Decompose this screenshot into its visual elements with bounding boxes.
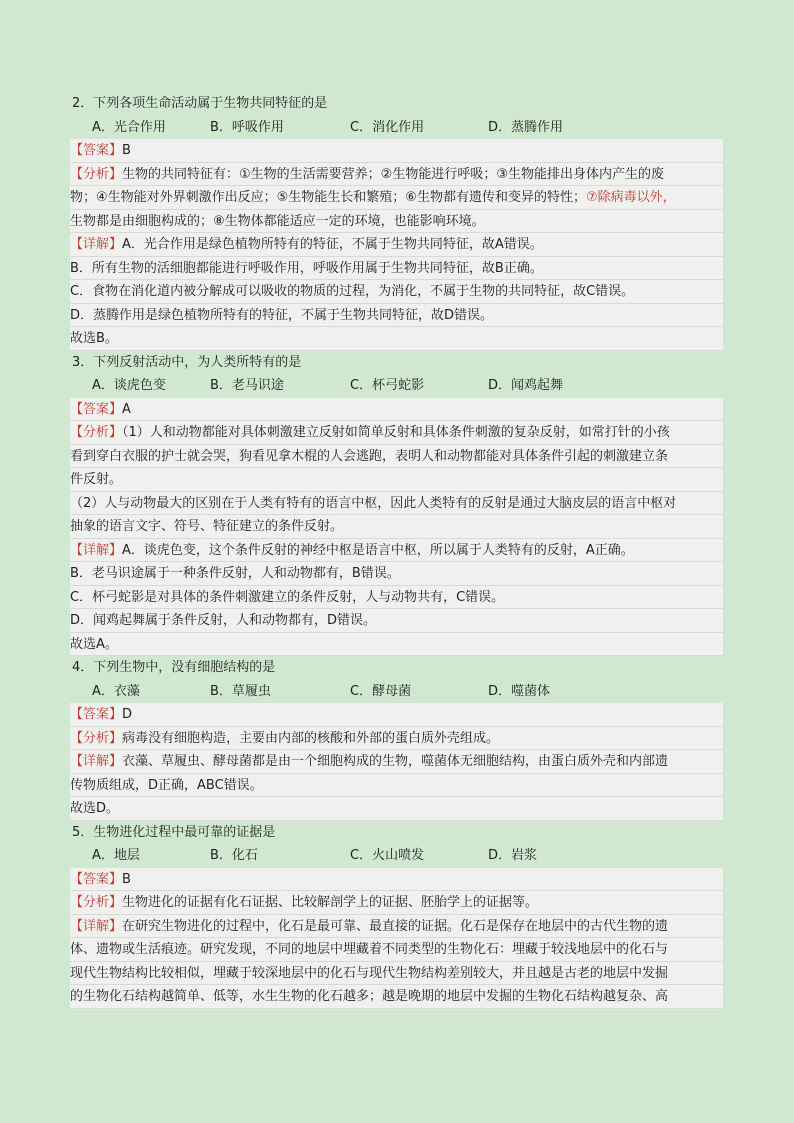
option-c: C．消化作用 [350,119,425,135]
detail-line [70,750,723,774]
answer-tag: 【答案】 [70,401,123,417]
detail-line [70,304,723,328]
analysis-text: 抽象的语言文字、符号、特征建立的条件反射。 [70,519,344,534]
analysis-tag: 【分析】 [70,895,123,910]
document-page [70,92,723,1009]
detail-text: B．老马识途属于一种条件反射，人和动物都有，B错误。 [70,566,400,581]
question-block [70,821,723,1009]
analysis-text: 病毒没有细胞构造，主要由内部的核酸和外部的蛋白质外壳组成。 [122,730,500,746]
analysis-text: 生物的共同特征有：①生物的生活需要营养；②生物能进行呼吸；③生物能排出身体内产生的废 [122,166,664,182]
analysis-line [70,210,723,234]
detail-line [70,280,723,304]
detail-line [70,562,723,586]
detail-text: D．蒸腾作用是绿色植物所特有的特征，不属于生物共同特征，故D错误。 [70,307,494,323]
option-row [70,844,723,868]
answer-tag: 【答案】 [70,707,123,722]
analysis-line [70,727,723,751]
detail-line [70,962,723,986]
option-row [70,374,723,398]
analysis-line [70,186,723,210]
option-row [70,680,723,704]
analysis-text: 物；④生物能对外界刺激作出反应；⑤生物能生长和繁殖；⑥生物都有遗传和变异的特性； [70,190,586,205]
detail-line [70,609,723,633]
question-block [70,351,723,657]
detail-tag: 【详解】 [70,542,123,558]
detail-text: 在研究生物进化的过程中，化石是最可靠、最直接的证据。化石是保存在地层中的古代生物的遗 [122,918,669,934]
analysis-text: 看到穿白衣服的护士就会哭，狗看见拿木棍的人会逃跑，表明人和动物都能对具体条件引起的刺激建立条 [70,448,669,464]
option-a: A．谈虎色变 [92,378,166,393]
answer-line [70,398,723,422]
detail-line [70,985,723,1009]
analysis-line [70,492,723,516]
option-a: A．地层 [92,848,140,863]
question-stem: 5．生物进化过程中最可靠的证据是 [72,824,276,840]
detail-text: 故选A。 [70,636,118,652]
detail-line [70,633,723,657]
answer-tag: 【答案】 [70,871,123,887]
detail-text: 传物质组成，D正确，ABC错误。 [70,777,263,793]
detail-line [70,915,723,939]
analysis-tag: 【分析】 [70,425,123,440]
option-row [70,116,723,140]
analysis-text: （1）人和动物都能对具体刺激建立反射如简单反射和具体条件刺激的复杂反射，如常打针的小孩 [122,425,670,440]
analysis-text: （2）人与动物最大的区别在于人类有特有的语言中枢，因此人类特有的反射是通过大脑皮层的语言中枢对 [70,495,677,511]
option-d: D．闻鸡起舞 [488,378,564,393]
question-block [70,92,723,351]
detail-line [70,327,723,351]
answer-line [70,868,723,892]
answer-line [70,703,723,727]
detail-text: D．闻鸡起舞属于条件反射，人和动物都有，D错误。 [70,613,377,628]
answer-value: D [122,707,133,722]
analysis-line [70,421,723,445]
detail-text: A．光合作用是绿色植物所特有的特征，不属于生物共同特征，故A错误。 [122,237,543,252]
answer-tag: 【答案】 [70,143,123,158]
analysis-line [70,515,723,539]
option-c: C．酵母菌 [350,683,412,699]
option-c: C．杯弓蛇影 [350,378,425,393]
detail-line [70,797,723,821]
detail-text: B．所有生物的活细胞都能进行呼吸作用，呼吸作用属于生物共同特征，故B正确。 [70,260,543,276]
option-b: B．化石 [210,848,258,863]
analysis-highlight: ⑦除病毒以外， [585,190,676,205]
detail-line [70,539,723,563]
detail-line [70,938,723,962]
option-d: D．蒸腾作用 [488,119,564,135]
option-c: C．火山喷发 [350,848,425,863]
detail-line [70,257,723,281]
detail-text: 故选B。 [70,331,118,346]
answer-value: B [122,143,131,158]
detail-tag: 【详解】 [70,918,123,934]
detail-text: 衣藻、草履虫、酵母菌都是由一个细胞构成的生物，噬菌体无细胞结构，由蛋白质外壳和内部遗 [122,754,669,769]
detail-text: C．杯弓蛇影是对具体的条件刺激建立的条件反射，人与动物共有，C错误。 [70,589,505,605]
detail-tag: 【详解】 [70,754,123,769]
option-a: A．光合作用 [92,119,166,135]
answer-value: A [122,401,131,417]
detail-line [70,586,723,610]
option-b: B．呼吸作用 [210,119,284,135]
detail-line [70,233,723,257]
question-stem: 2．下列各项生命活动属于生物共同特征的是 [72,96,328,111]
detail-text: 故选D。 [70,801,120,816]
question-block [70,656,723,821]
option-d: D．噬菌体 [488,683,551,699]
detail-line [70,774,723,798]
analysis-tag: 【分析】 [70,730,123,746]
analysis-text: 生物进化的证据有化石证据、比较解剖学上的证据、胚胎学上的证据等。 [122,895,539,910]
analysis-text: 生物都是由细胞构成的；⑧生物体都能适应一定的环境，也能影响环境。 [70,213,485,229]
option-b: B．草履虫 [210,683,271,699]
option-a: A．衣藻 [92,683,140,699]
detail-text: C．食物在消化道内被分解成可以吸收的物质的过程，为消化，不属于生物的共同特征，故C错误。 [70,284,635,299]
option-d: D．岩浆 [488,848,538,863]
detail-text: A．谈虎色变，这个条件反射的神经中枢是语言中枢，所以属于人类特有的反射，A正确。 [122,542,634,558]
analysis-line [70,891,723,915]
analysis-tag: 【分析】 [70,166,123,182]
question-stem: 3．下列反射活动中，为人类所特有的是 [72,354,302,370]
detail-text: 体、遗物或生活痕迹。研究发现，不同的地层中埋藏着不同类型的生物化石：埋藏于较浅地层中的化石与 [70,942,669,957]
analysis-text: 件反射。 [70,472,123,487]
option-b: B．老马识途 [210,378,284,393]
answer-line [70,139,723,163]
answer-value: B [122,871,131,887]
analysis-line [70,163,723,187]
detail-text: 现代生物结构比较相似，埋藏于较深地层中的化石与现代生物结构差别较大，并且越是古老的地层中发掘 [70,965,669,981]
detail-text: 的生物化石结构越简单、低等，水生生物的化石越多；越是晚期的地层中发掘的生物化石结构越复杂、高 [70,989,669,1004]
analysis-line [70,445,723,469]
question-stem: 4．下列生物中，没有细胞结构的是 [72,660,276,675]
analysis-line [70,468,723,492]
detail-tag: 【详解】 [70,237,123,252]
